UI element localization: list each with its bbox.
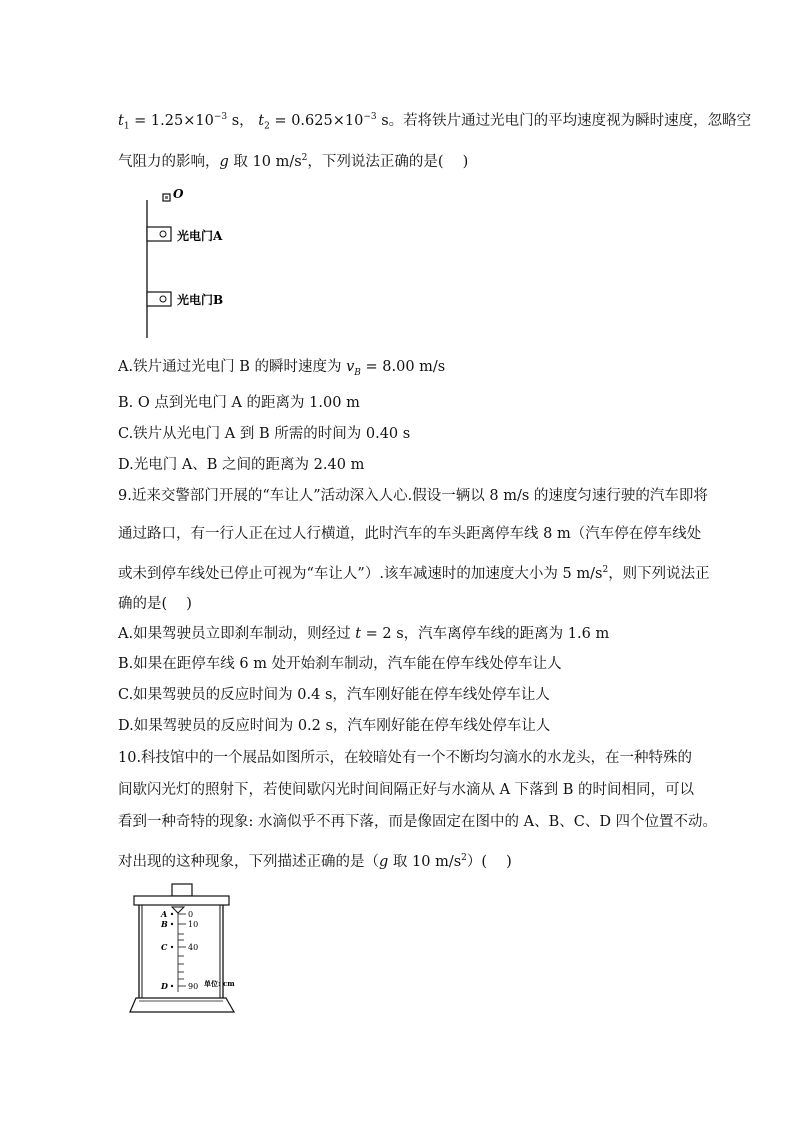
q10-stem-line-2: 间歇闪光灯的照射下，若使间歇闪光时间间隔正好与水滴从 A 下落到 B 的时间相同，可以 — [118, 782, 695, 798]
q10-stem-line-3: 看到一种奇特的现象: 水滴似乎不再下落，而是像固定在图中的 A、B、C、D 四个位置不动。 — [118, 814, 718, 830]
intro-line-1-rest: 。若将铁片通过光电门的平均速度视为瞬时速度，忽略空 — [388, 112, 752, 129]
velocity-subscript: B — [354, 367, 361, 378]
q9-option-a-pre: A.如果驾驶员立即刹车制动，则经过 — [118, 626, 356, 642]
intro-line-1 — [118, 107, 751, 137]
label-photogate-b: 光电门B — [177, 293, 224, 307]
q8-option-a — [118, 357, 445, 383]
tick-label-40: 40 — [188, 943, 199, 952]
intro-line-2-pre: 气阻力的影响， — [118, 153, 220, 170]
intro-line-2-post: ，下列说法正确的是( ) — [307, 153, 469, 170]
t2-unit: s — [376, 112, 389, 129]
q8-option-a-post: = 8.00 m/s — [360, 359, 446, 375]
t1-subscript: 1 — [123, 121, 130, 132]
unit-label: 单位: cm — [204, 979, 235, 988]
q10-stem-line-4-pre: 对出现的这种现象，下列描述正确的是（ — [118, 853, 379, 870]
label-photogate-a: 光电门A — [177, 229, 223, 243]
q10-g-symbol: g — [379, 853, 389, 870]
q10-stem-line-4-exponent: 2 — [461, 853, 467, 863]
t1-unit: s， — [227, 112, 254, 129]
tick-label-10: 10 — [188, 920, 199, 929]
q8-option-d: D.光电门 A、B 之间的距离为 2.40 m — [118, 457, 365, 473]
iron-piece-fill — [165, 196, 168, 199]
g-symbol: g — [219, 153, 229, 170]
label-c: C — [161, 942, 168, 952]
t2-exponent: −3 — [363, 112, 377, 122]
drop-c — [171, 946, 173, 948]
t1-exponent: −3 — [213, 112, 228, 122]
drop-b — [171, 923, 173, 925]
q9-stem-line-1: 9.近来交警部门开展的“车让人”活动深入人心.假设一辆以 8 m/s 的速度匀速行驶的汽车即将 — [118, 488, 708, 504]
q10-stem-line-4 — [118, 848, 512, 872]
velocity-symbol: v — [346, 359, 355, 375]
label-b: B — [161, 919, 168, 929]
t1-value: = 1.25×10 — [129, 112, 214, 129]
q9-stem-line-3-pre: 或未到停车线处已停止可视为“车让人”）.该车减速时的加速度大小为 5 m/s — [118, 565, 603, 582]
q9-stem-line-3-post: ，则下列说法正 — [608, 565, 710, 582]
q10-stem-line-4-mid: 取 10 m/s — [388, 853, 462, 870]
t2-value: = 0.625×10 — [269, 112, 364, 129]
q10-stem-line-1: 10.科技馆中的一个展品如图所示，在较暗处有一个不断均匀滴水的水龙头，在一种特殊的 — [118, 750, 693, 766]
drop-d — [171, 985, 173, 987]
label-d: D — [161, 981, 168, 991]
tick-label-0: 0 — [188, 910, 194, 919]
faucet-cap — [172, 884, 192, 896]
q9-option-a-post: = 2 s，汽车离停车线的距离为 1.6 m — [361, 626, 610, 642]
faucet-nozzle-icon — [172, 907, 184, 913]
label-a: A — [161, 909, 168, 919]
q8-option-b: B. O 点到光电门 A 的距离为 1.00 m — [118, 395, 360, 411]
q8-option-a-pre: A.铁片通过光电门 B 的瞬时速度为 — [118, 359, 347, 375]
q9-stem-line-3-exponent: 2 — [602, 565, 609, 575]
photogate-a-box — [147, 227, 171, 241]
time-symbol: t — [355, 626, 362, 642]
dripping-faucet-figure — [122, 880, 262, 1020]
t2-symbol: t — [258, 112, 265, 129]
intro-line-2 — [118, 148, 468, 172]
tick-label-90: 90 — [188, 982, 199, 991]
q9-stem-line-2: 通过路口，有一行人正在过人行横道，此时汽车的车头距离停车线 8 m（汽车停在停车线处 — [118, 526, 702, 542]
label-o: O — [173, 187, 184, 201]
intro-line-2-exponent: 2 — [301, 153, 308, 163]
q9-option-c: C.如果驾驶员的反应时间为 0.4 s，汽车刚好能在停车线处停车让人 — [118, 687, 550, 703]
photogate-figure — [130, 182, 270, 342]
q9-stem-line-3 — [118, 560, 710, 584]
intro-line-2-mid: 取 10 m/s — [228, 153, 302, 170]
photogate-b-box — [147, 292, 171, 306]
t2-subscript: 2 — [264, 121, 270, 132]
q9-option-d: D.如果驾驶员的反应时间为 0.2 s，汽车刚好能在停车线处停车让人 — [118, 718, 551, 734]
t1-symbol: t — [118, 112, 124, 129]
q9-option-b: B.如果在距停车线 6 m 处开始刹车制动，汽车能在停车线处停车让人 — [118, 656, 562, 672]
q9-stem-line-4: 确的是( ) — [118, 596, 192, 612]
q9-option-a — [118, 624, 609, 644]
q10-stem-line-4-post: ）( ) — [466, 853, 512, 870]
base — [130, 998, 234, 1012]
drop-a — [171, 913, 173, 915]
q8-option-c: C.铁片从光电门 A 到 B 所需的时间为 0.40 s — [118, 426, 411, 442]
top-beam — [134, 896, 229, 905]
